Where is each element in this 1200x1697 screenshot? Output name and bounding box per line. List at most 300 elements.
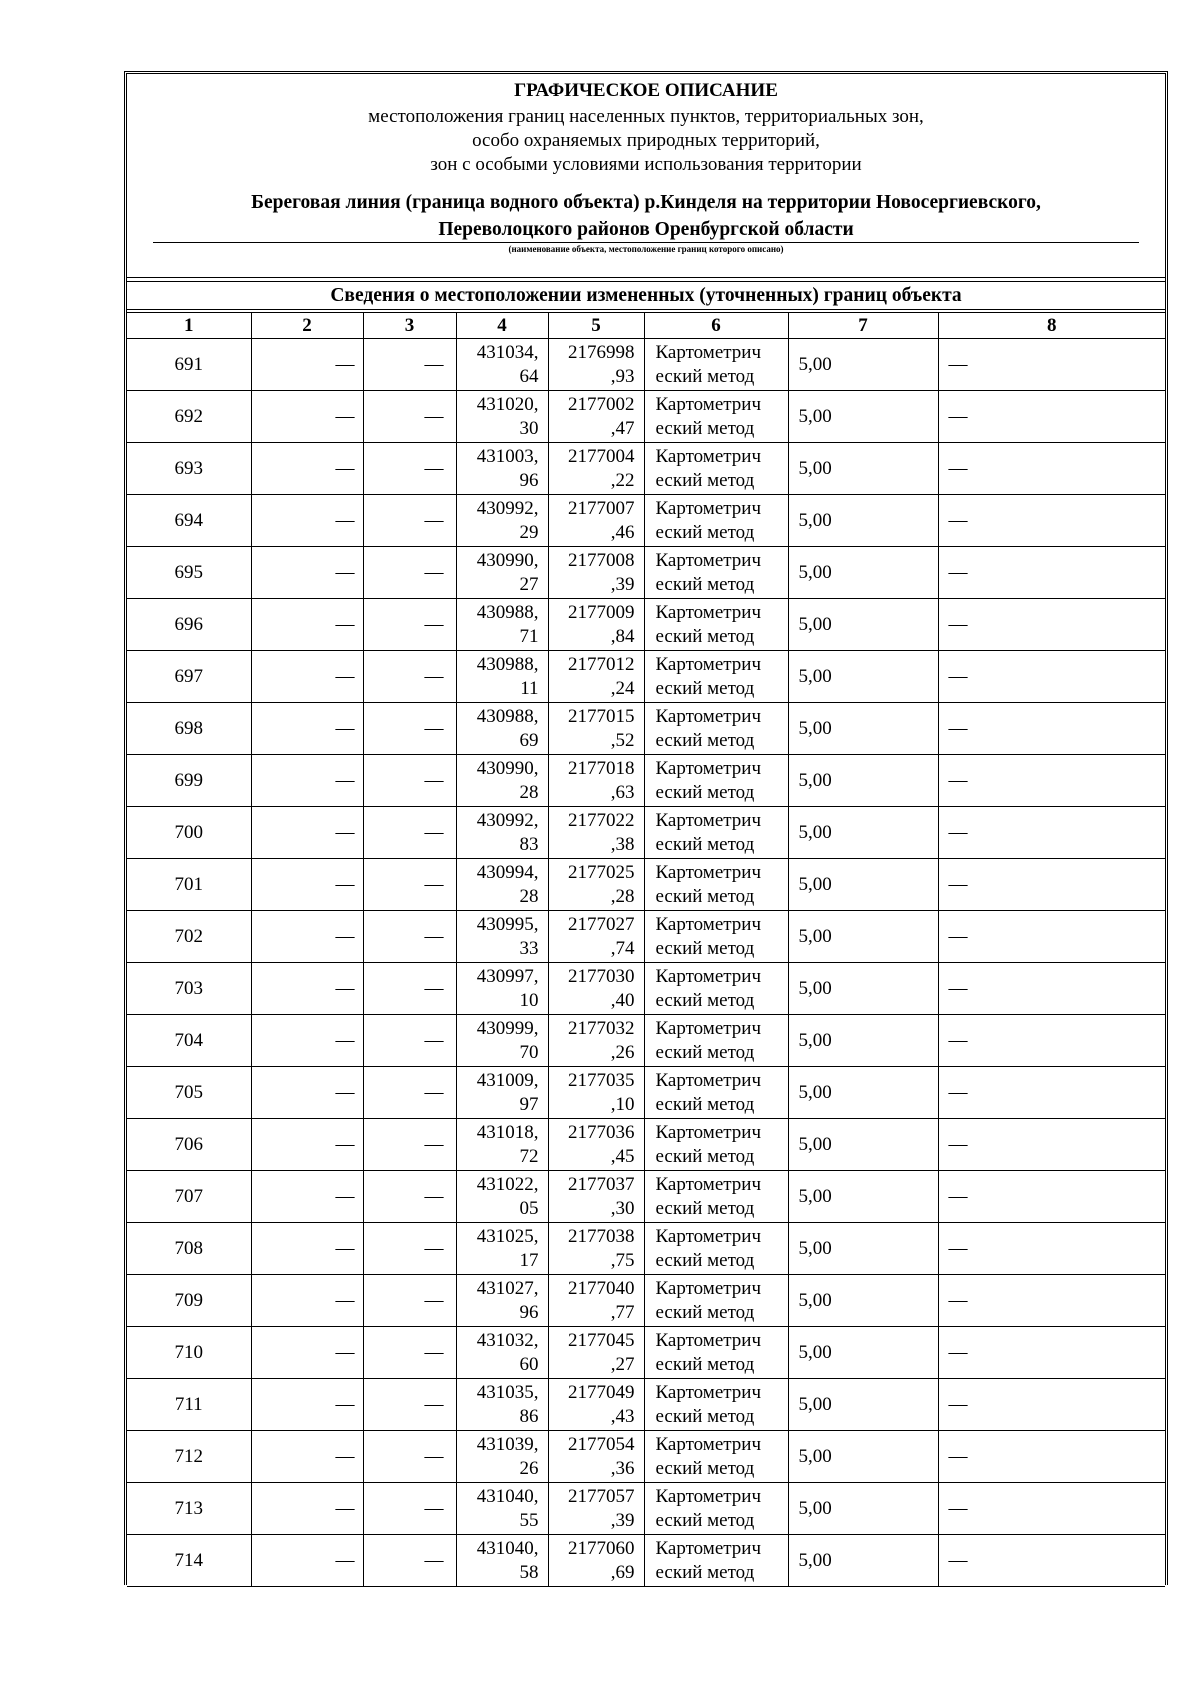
y-coordinate-cell-line: ,39: [610, 1509, 635, 1531]
point-number-cell: 704: [127, 1015, 251, 1067]
document-title: ГРАФИЧЕСКОЕ ОПИСАНИЕ: [514, 80, 778, 101]
y-coordinate-cell: [548, 963, 644, 1015]
column-8-cell: —: [938, 703, 1165, 755]
y-coordinate-cell-line: ,22: [610, 469, 635, 491]
table-row: [127, 755, 1165, 807]
table-row: [127, 703, 1165, 755]
y-coordinate-cell: [548, 651, 644, 703]
point-number-cell: 703: [127, 963, 251, 1015]
x-coordinate-cell: [456, 1015, 548, 1067]
y-coordinate-cell: [548, 547, 644, 599]
x-coordinate-cell-line: 431035,: [476, 1381, 539, 1403]
method-cell-line: еский метод: [655, 1405, 755, 1427]
method-cell-line: еский метод: [655, 521, 755, 543]
table-row: [127, 339, 1165, 391]
column-8-cell: —: [938, 807, 1165, 859]
x-coordinate-cell-line: 431027,: [476, 1277, 539, 1299]
y-coordinate-cell-line: ,26: [610, 1041, 635, 1063]
column-3-cell: —: [363, 911, 456, 963]
accuracy-cell: 5,00: [788, 755, 938, 807]
accuracy-cell: 5,00: [788, 443, 938, 495]
point-number-cell: 697: [127, 651, 251, 703]
object-name-line-2: Переволоцкого районов Оренбургской области: [438, 219, 854, 240]
method-cell: [644, 1223, 788, 1275]
method-cell-line: Картометрич: [655, 861, 762, 883]
column-3-cell: —: [363, 1535, 456, 1587]
x-coordinate-cell-line: 430992,: [476, 809, 539, 831]
column-2-cell: —: [251, 963, 363, 1015]
x-coordinate-cell-line: 430992,: [476, 497, 539, 519]
column-header: 3: [363, 313, 456, 339]
table-header-row: [127, 313, 1165, 339]
method-cell-line: Картометрич: [655, 757, 762, 779]
method-cell: [644, 547, 788, 599]
column-3-cell: —: [363, 807, 456, 859]
section-title: Сведения о местоположении измененных (уточненных) границ объекта: [127, 281, 1165, 310]
column-2-cell: —: [251, 339, 363, 391]
column-2-cell: —: [251, 911, 363, 963]
column-2-cell: —: [251, 1067, 363, 1119]
y-coordinate-cell: [548, 599, 644, 651]
y-coordinate-cell: [548, 703, 644, 755]
y-coordinate-cell: [548, 911, 644, 963]
x-coordinate-cell: [456, 807, 548, 859]
column-3-cell: —: [363, 1067, 456, 1119]
point-number-cell: 698: [127, 703, 251, 755]
y-coordinate-cell: [548, 339, 644, 391]
table-row: [127, 391, 1165, 443]
column-8-cell: —: [938, 1015, 1165, 1067]
x-coordinate-cell: [456, 1119, 548, 1171]
x-coordinate-cell: [456, 651, 548, 703]
method-cell: [644, 1119, 788, 1171]
column-3-cell: —: [363, 755, 456, 807]
method-cell-line: Картометрич: [655, 1485, 762, 1507]
column-2-cell: —: [251, 1535, 363, 1587]
table-row: [127, 1119, 1165, 1171]
table-row: [127, 1015, 1165, 1067]
y-coordinate-cell-line: ,28: [610, 885, 635, 907]
method-cell: [644, 963, 788, 1015]
accuracy-cell: 5,00: [788, 599, 938, 651]
y-coordinate-cell-line: ,43: [610, 1405, 635, 1427]
method-cell: [644, 755, 788, 807]
method-cell-line: Картометрич: [655, 1173, 762, 1195]
column-2-cell: —: [251, 1431, 363, 1483]
x-coordinate-cell: [456, 547, 548, 599]
method-cell-line: еский метод: [655, 1561, 755, 1583]
column-3-cell: —: [363, 391, 456, 443]
y-coordinate-cell-line: ,38: [610, 833, 635, 855]
column-8-cell: —: [938, 1275, 1165, 1327]
column-3-cell: —: [363, 443, 456, 495]
y-coordinate-cell-line: 2177054: [568, 1433, 635, 1455]
x-coordinate-cell-line: 96: [519, 1301, 539, 1323]
column-3-cell: —: [363, 703, 456, 755]
method-cell-line: Картометрич: [655, 393, 762, 415]
point-number-cell: 708: [127, 1223, 251, 1275]
method-cell: [644, 1067, 788, 1119]
method-cell-line: еский метод: [655, 1197, 755, 1219]
y-coordinate-cell: [548, 1171, 644, 1223]
column-8-cell: —: [938, 755, 1165, 807]
y-coordinate-cell-line: ,63: [610, 781, 635, 803]
x-coordinate-cell-line: 431034,: [476, 341, 539, 363]
x-coordinate-cell: [456, 1275, 548, 1327]
method-cell-line: Картометрич: [655, 1277, 762, 1299]
method-cell: [644, 495, 788, 547]
method-cell-line: еский метод: [655, 1145, 755, 1167]
column-3-cell: —: [363, 963, 456, 1015]
column-2-cell: —: [251, 755, 363, 807]
column-8-cell: —: [938, 911, 1165, 963]
accuracy-cell: 5,00: [788, 1535, 938, 1587]
table-row: [127, 443, 1165, 495]
column-2-cell: —: [251, 1379, 363, 1431]
column-8-cell: —: [938, 1119, 1165, 1171]
x-coordinate-cell-line: 430994,: [476, 861, 539, 883]
method-cell: [644, 1431, 788, 1483]
x-coordinate-cell-line: 28: [519, 781, 539, 803]
y-coordinate-cell-line: 2177004: [568, 445, 635, 467]
object-caption: (наименование объекта, местоположение границ которого описано): [508, 244, 784, 254]
table-row: [127, 495, 1165, 547]
point-number-cell: 694: [127, 495, 251, 547]
method-cell-line: еский метод: [655, 417, 755, 439]
method-cell-line: еский метод: [655, 573, 755, 595]
point-number-cell: 706: [127, 1119, 251, 1171]
accuracy-cell: 5,00: [788, 651, 938, 703]
table-row: [127, 807, 1165, 859]
table-row: [127, 599, 1165, 651]
method-cell-line: еский метод: [655, 781, 755, 803]
column-3-cell: —: [363, 1327, 456, 1379]
method-cell-line: Картометрич: [655, 1017, 762, 1039]
x-coordinate-cell: [456, 1223, 548, 1275]
column-2-cell: —: [251, 1015, 363, 1067]
method-cell: [644, 599, 788, 651]
x-coordinate-cell: [456, 443, 548, 495]
method-cell-line: Картометрич: [655, 1225, 762, 1247]
y-coordinate-cell: [548, 495, 644, 547]
column-header: 7: [788, 313, 938, 339]
column-header: 2: [251, 313, 363, 339]
point-number-cell: 702: [127, 911, 251, 963]
y-coordinate-cell-line: ,84: [610, 625, 635, 647]
method-cell-line: Картометрич: [655, 653, 762, 675]
y-coordinate-cell-line: 2177036: [568, 1121, 635, 1143]
column-3-cell: —: [363, 859, 456, 911]
method-cell: [644, 651, 788, 703]
column-2-cell: —: [251, 1119, 363, 1171]
object-name-line-1: Береговая линия (граница водного объекта) р.Киндeля на территории Новосергиевского,: [251, 192, 1041, 213]
y-coordinate-cell-line: 2177049: [568, 1381, 635, 1403]
y-coordinate-cell-line: 2177007: [568, 497, 635, 519]
x-coordinate-cell-line: 86: [519, 1405, 539, 1427]
column-8-cell: —: [938, 1379, 1165, 1431]
column-8-cell: —: [938, 1483, 1165, 1535]
column-2-cell: —: [251, 495, 363, 547]
y-coordinate-cell-line: ,47: [610, 417, 635, 439]
point-number-cell: 709: [127, 1275, 251, 1327]
column-3-cell: —: [363, 1171, 456, 1223]
table-row: [127, 1535, 1165, 1587]
x-coordinate-cell-line: 430990,: [476, 757, 539, 779]
x-coordinate-cell: [456, 1327, 548, 1379]
accuracy-cell: 5,00: [788, 911, 938, 963]
method-cell-line: еский метод: [655, 1249, 755, 1271]
table-row: [127, 963, 1165, 1015]
accuracy-cell: 5,00: [788, 1431, 938, 1483]
method-cell-line: Картометрич: [655, 1433, 762, 1455]
column-8-cell: —: [938, 651, 1165, 703]
y-coordinate-cell-line: 2177035: [568, 1069, 635, 1091]
x-coordinate-cell-line: 27: [519, 573, 539, 595]
column-header: 4: [456, 313, 548, 339]
document-frame: [124, 71, 1168, 1585]
x-coordinate-cell: [456, 1535, 548, 1587]
x-coordinate-cell-line: 72: [519, 1145, 539, 1167]
method-cell-line: Картометрич: [655, 1069, 762, 1091]
table-row: [127, 1171, 1165, 1223]
column-2-cell: —: [251, 599, 363, 651]
x-coordinate-cell-line: 430995,: [476, 913, 539, 935]
y-coordinate-cell-line: 2177002: [568, 393, 635, 415]
point-number-cell: 699: [127, 755, 251, 807]
x-coordinate-cell: [456, 1171, 548, 1223]
x-coordinate-cell-line: 431032,: [476, 1329, 539, 1351]
method-cell: [644, 1171, 788, 1223]
y-coordinate-cell-line: 2177012: [568, 653, 635, 675]
column-2-cell: —: [251, 1483, 363, 1535]
method-cell-line: еский метод: [655, 1301, 755, 1323]
method-cell: [644, 807, 788, 859]
document-header: [127, 74, 1165, 278]
x-coordinate-cell: [456, 1067, 548, 1119]
y-coordinate-cell: [548, 1067, 644, 1119]
column-3-cell: —: [363, 339, 456, 391]
y-coordinate-cell-line: 2177040: [568, 1277, 635, 1299]
x-coordinate-cell-line: 430997,: [476, 965, 539, 987]
method-cell-line: Картометрич: [655, 445, 762, 467]
y-coordinate-cell: [548, 1119, 644, 1171]
accuracy-cell: 5,00: [788, 807, 938, 859]
column-2-cell: —: [251, 443, 363, 495]
y-coordinate-cell: [548, 1535, 644, 1587]
column-3-cell: —: [363, 651, 456, 703]
coordinates-table: [127, 312, 1165, 1587]
column-3-cell: —: [363, 1379, 456, 1431]
column-2-cell: —: [251, 1223, 363, 1275]
method-cell-line: еский метод: [655, 1041, 755, 1063]
y-coordinate-cell: [548, 1223, 644, 1275]
method-cell: [644, 703, 788, 755]
table-row: [127, 1275, 1165, 1327]
x-coordinate-cell-line: 431018,: [476, 1121, 539, 1143]
y-coordinate-cell-line: 2177015: [568, 705, 635, 727]
x-coordinate-cell: [456, 495, 548, 547]
column-8-cell: —: [938, 339, 1165, 391]
point-number-cell: 710: [127, 1327, 251, 1379]
y-coordinate-cell-line: ,45: [610, 1145, 635, 1167]
point-number-cell: 695: [127, 547, 251, 599]
table-row: [127, 859, 1165, 911]
x-coordinate-cell-line: 33: [519, 937, 539, 959]
accuracy-cell: 5,00: [788, 1015, 938, 1067]
x-coordinate-cell-line: 431039,: [476, 1433, 539, 1455]
y-coordinate-cell: [548, 1275, 644, 1327]
table-body: [127, 339, 1165, 1587]
method-cell: [644, 1327, 788, 1379]
column-2-cell: —: [251, 1275, 363, 1327]
y-coordinate-cell: [548, 807, 644, 859]
y-coordinate-cell-line: 2177060: [568, 1537, 635, 1559]
table-row: [127, 911, 1165, 963]
accuracy-cell: 5,00: [788, 495, 938, 547]
x-coordinate-cell: [456, 1379, 548, 1431]
y-coordinate-cell-line: ,10: [610, 1093, 635, 1115]
x-coordinate-cell-line: 11: [520, 677, 539, 699]
x-coordinate-cell-line: 28: [519, 885, 539, 907]
y-coordinate-cell-line: ,77: [610, 1301, 635, 1323]
column-8-cell: —: [938, 1223, 1165, 1275]
accuracy-cell: 5,00: [788, 963, 938, 1015]
x-coordinate-cell-line: 430988,: [476, 653, 539, 675]
y-coordinate-cell-line: ,69: [610, 1561, 635, 1583]
method-cell-line: Картометрич: [655, 341, 762, 363]
method-cell: [644, 1015, 788, 1067]
point-number-cell: 700: [127, 807, 251, 859]
method-cell: [644, 1483, 788, 1535]
x-coordinate-cell-line: 69: [519, 729, 539, 751]
point-number-cell: 712: [127, 1431, 251, 1483]
subtitle-line-3: зон с особыми условиями использования территории: [430, 154, 862, 175]
column-3-cell: —: [363, 1015, 456, 1067]
y-coordinate-cell-line: 2177008: [568, 549, 635, 571]
method-cell: [644, 339, 788, 391]
method-cell-line: еский метод: [655, 989, 755, 1011]
accuracy-cell: 5,00: [788, 1275, 938, 1327]
x-coordinate-cell-line: 05: [519, 1197, 539, 1219]
x-coordinate-cell: [456, 1483, 548, 1535]
table-row: [127, 1327, 1165, 1379]
accuracy-cell: 5,00: [788, 703, 938, 755]
point-number-cell: 692: [127, 391, 251, 443]
method-cell-line: еский метод: [655, 1457, 755, 1479]
y-coordinate-cell-line: 2177032: [568, 1017, 635, 1039]
accuracy-cell: 5,00: [788, 1171, 938, 1223]
y-coordinate-cell: [548, 1431, 644, 1483]
point-number-cell: 696: [127, 599, 251, 651]
method-cell-line: Картометрич: [655, 601, 762, 623]
column-header: 5: [548, 313, 644, 339]
y-coordinate-cell-line: ,75: [610, 1249, 635, 1271]
method-cell-line: Картометрич: [655, 549, 762, 571]
column-8-cell: —: [938, 391, 1165, 443]
column-3-cell: —: [363, 1275, 456, 1327]
table-row: [127, 1223, 1165, 1275]
method-cell-line: Картометрич: [655, 497, 762, 519]
method-cell-line: Картометрич: [655, 809, 762, 831]
y-coordinate-cell-line: 2177022: [568, 809, 635, 831]
column-2-cell: —: [251, 391, 363, 443]
x-coordinate-cell-line: 55: [519, 1509, 539, 1531]
point-number-cell: 701: [127, 859, 251, 911]
x-coordinate-cell-line: 431022,: [476, 1173, 539, 1195]
accuracy-cell: 5,00: [788, 1223, 938, 1275]
y-coordinate-cell-line: 2176998: [568, 341, 635, 363]
method-cell-line: еский метод: [655, 1353, 755, 1375]
object-underline: [153, 242, 1139, 243]
y-coordinate-cell-line: ,24: [610, 677, 635, 699]
y-coordinate-cell: [548, 1379, 644, 1431]
table-row: [127, 1431, 1165, 1483]
x-coordinate-cell-line: 64: [519, 365, 539, 387]
y-coordinate-cell: [548, 1015, 644, 1067]
method-cell: [644, 911, 788, 963]
column-2-cell: —: [251, 547, 363, 599]
method-cell: [644, 859, 788, 911]
column-3-cell: —: [363, 1431, 456, 1483]
y-coordinate-cell-line: ,27: [610, 1353, 635, 1375]
x-coordinate-cell-line: 70: [519, 1041, 539, 1063]
column-2-cell: —: [251, 1327, 363, 1379]
x-coordinate-cell-line: 29: [519, 521, 539, 543]
accuracy-cell: 5,00: [788, 1067, 938, 1119]
point-number-cell: 711: [127, 1379, 251, 1431]
x-coordinate-cell-line: 430988,: [476, 601, 539, 623]
point-number-cell: 691: [127, 339, 251, 391]
method-cell-line: Картометрич: [655, 1121, 762, 1143]
table-row: [127, 651, 1165, 703]
column-3-cell: —: [363, 1119, 456, 1171]
method-cell-line: Картометрич: [655, 1537, 762, 1559]
method-cell-line: Картометрич: [655, 913, 762, 935]
column-8-cell: —: [938, 1067, 1165, 1119]
accuracy-cell: 5,00: [788, 339, 938, 391]
x-coordinate-cell-line: 96: [519, 469, 539, 491]
method-cell-line: еский метод: [655, 625, 755, 647]
y-coordinate-cell-line: ,46: [610, 521, 635, 543]
method-cell-line: еский метод: [655, 833, 755, 855]
x-coordinate-cell-line: 431040,: [476, 1537, 539, 1559]
point-number-cell: 714: [127, 1535, 251, 1587]
point-number-cell: 713: [127, 1483, 251, 1535]
y-coordinate-cell-line: 2177037: [568, 1173, 635, 1195]
accuracy-cell: 5,00: [788, 547, 938, 599]
x-coordinate-cell: [456, 1431, 548, 1483]
y-coordinate-cell: [548, 1483, 644, 1535]
column-8-cell: —: [938, 443, 1165, 495]
x-coordinate-cell-line: 17: [519, 1249, 539, 1271]
y-coordinate-cell-line: ,39: [610, 573, 635, 595]
point-number-cell: 693: [127, 443, 251, 495]
x-coordinate-cell-line: 30: [519, 417, 539, 439]
column-8-cell: —: [938, 1171, 1165, 1223]
x-coordinate-cell: [456, 391, 548, 443]
x-coordinate-cell-line: 83: [519, 833, 539, 855]
method-cell: [644, 1275, 788, 1327]
y-coordinate-cell-line: 2177045: [568, 1329, 635, 1351]
x-coordinate-cell-line: 431003,: [476, 445, 539, 467]
method-cell-line: еский метод: [655, 937, 755, 959]
method-cell: [644, 391, 788, 443]
x-coordinate-cell-line: 97: [519, 1093, 539, 1115]
x-coordinate-cell: [456, 911, 548, 963]
column-3-cell: —: [363, 547, 456, 599]
table-row: [127, 1379, 1165, 1431]
x-coordinate-cell-line: 60: [519, 1353, 539, 1375]
